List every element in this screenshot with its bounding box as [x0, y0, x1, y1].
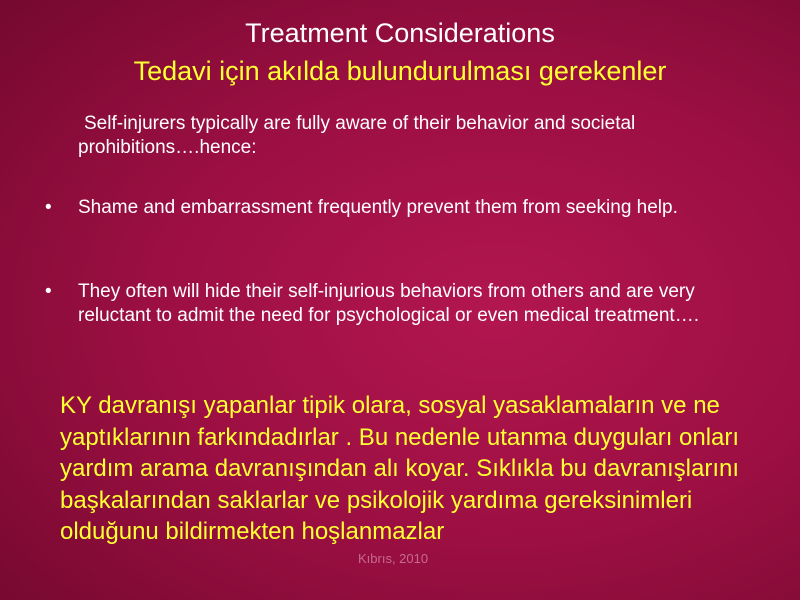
- turkish-summary-paragraph: KY davranışı yapanlar tipik olara, sosyal yasaklamaların ve ne yaptıklarının farkındadırlar . Bu nedenle utanma duyguları onları yardım arama davranışından alı koyar. Sıklıkla bu davranışlarını başkalarından saklarlar ve psikolojik yardıma gereksinimleri olduğunu bildirmekten hoşlanmazlar: [60, 392, 740, 545]
- bullet-marker: •: [45, 281, 52, 302]
- bullet-text: Shame and embarrassment frequently prevent them from seeking help.: [78, 197, 678, 218]
- slide-title-english: Treatment Considerations: [245, 18, 555, 48]
- slide-title-turkish: Tedavi için akılda bulundurulması gerekenler: [133, 56, 667, 86]
- slide-footer: Kıbrıs, 2010: [358, 551, 429, 566]
- bullet-text: They often will hide their self-injurious behaviors from others and are very reluctant to admit the need for psychological or even medical treatment….: [78, 281, 699, 326]
- bullet-marker: •: [45, 197, 52, 218]
- intro-text: Self-injurers typically are fully aware of their behavior and societal prohibitions….hence:: [78, 113, 636, 158]
- intro-paragraph: [78, 112, 748, 160]
